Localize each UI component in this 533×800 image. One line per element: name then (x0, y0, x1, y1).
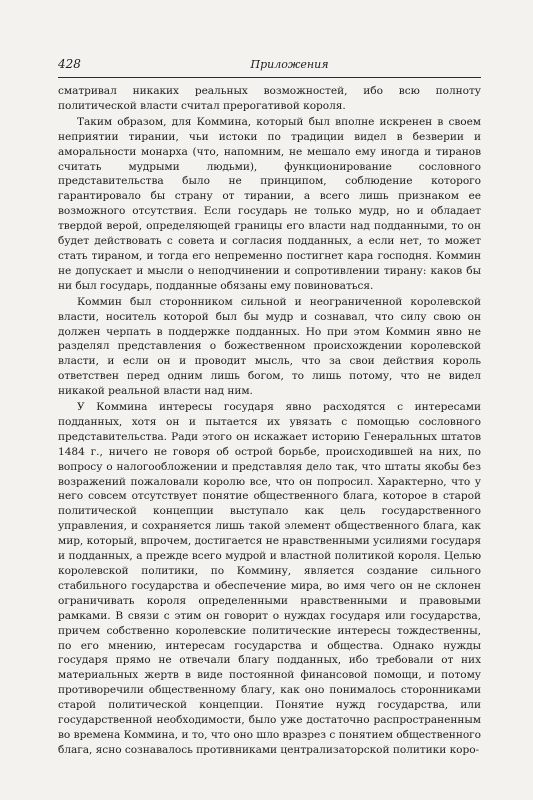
paragraph: Таким образом, для Коммина, который был вполне искренен в своем неприятии тирании, чьи истоки по традиции видел в безверии и аморальности монарха (что, напомним, не мешало ему иногда и тиранов считать мудрыми людьми), функционирование сословного представительства было не принципом, соблюдение которого гарантировало бы страну от тирании, а всего лишь признаком ее возможного отсутствия. Если государь не только мудр, но и обладает твердой верой, определяющей границы его власти над подданными, то он будет действовать с совета и согласия подданных, а если нет, то может стать тираном, и тогда его непременно постигнет кара господня. Коммин не допускает и мысли о неподчинении и сопротивлении тирану: каков бы ни был государь, подданные обязаны ему повиноваться. (58, 115, 481, 292)
paragraph: Коммин был сторонником сильной и неограниченной королевской власти, носитель которой был бы мудр и сознавал, что силу свою он должен черпать в поддержке подданных. Но при этом Коммин явно не разделял представления о божественном происхождении королевской власти, и если он и проводит мысль, что за свои действия король ответствен перед одним лишь богом, то лишь потому, что не видел никакой реальной власти над ним. (58, 295, 481, 398)
paragraph: сматривал никаких реальных возможностей, ибо всю полноту политической власти считал прерогативой короля. (58, 85, 481, 112)
page-header (58, 57, 481, 78)
running-head: Приложения (250, 58, 329, 71)
page-number: 428 (58, 57, 81, 71)
paragraph: У Коммина интересы государя явно расходятся с интересами подданных, хотя он и пытается их увязать с помощью сословного представительства. Ради этого он искажает историю Генеральных штатов 1484 г., ничего не говоря об острой борьбе, происходившей на них, по вопросу о налогообложении и представляя дело так, что штаты якобы без возражений пожаловали королю все, что он попросил. Характерно, что у него совсем отсутствует понятие общественного блага, которое в старой политической концепции выступало как цель государственного управления, и сохраняется лишь такой элемент общественного блага, как мир, который, впрочем, достигается не нравственными усилиями государя и подданных, а прежде всего мудрой и властной политикой короля. Целью королевской политики, по Коммину, является создание сильного стабильного государства и обеспечение мира, во имя чего он не склонен ограничивать короля определенными нравственными и правовыми рамками. В связи с этим он говорит о нуждах государя или государства, причем собственно королевские политические интересы тождественны, по его мнению, интересам государства и общества. Однако нужды государя прямо не отвечали благу подданных, ибо требовали от них материальных жертв в виде постоянной финансовой помощи, и потому противоречили общественному благу, как оно понималось сторонниками старой политической концепции. Понятие нужд государства, или государственной необходимости, было уже достаточно распространенным во времена Коммина, и то, что оно шло вразрез с понятием общественного блага, ясно сознавалось противниками централизаторской политики коро- (58, 401, 481, 756)
body-text (58, 84, 481, 758)
